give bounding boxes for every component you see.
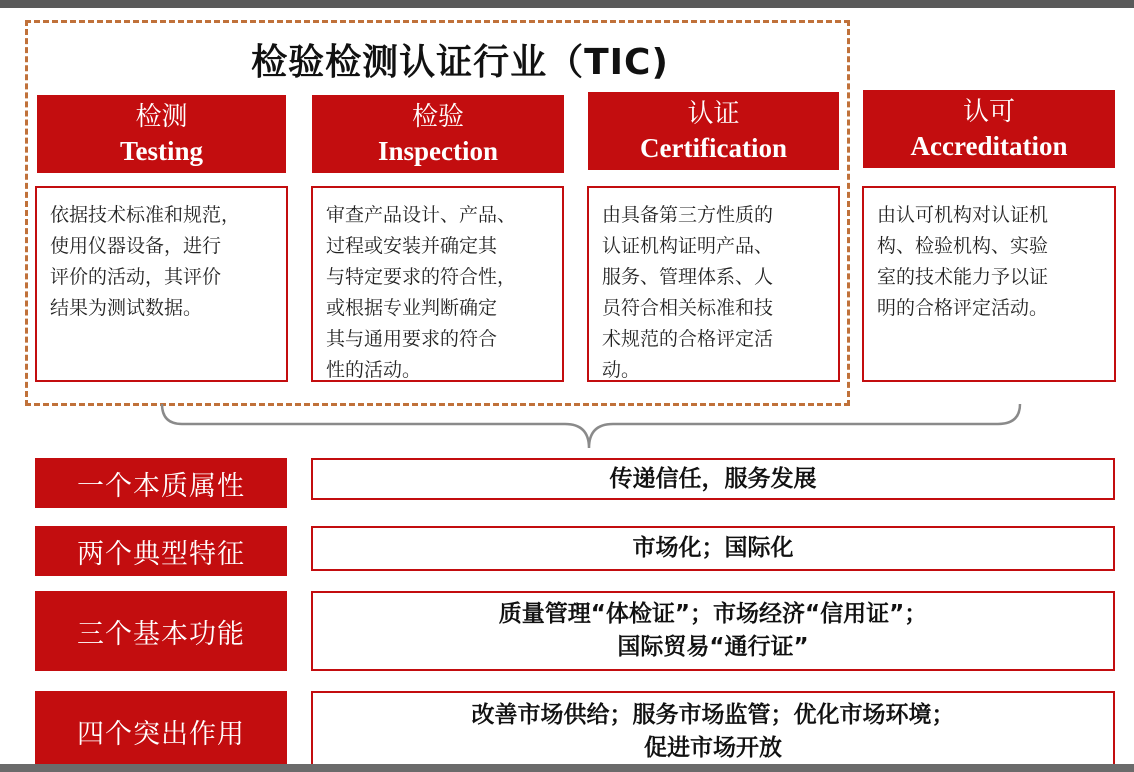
top-edge-strip [0, 0, 1134, 8]
category-accreditation-header [863, 90, 1115, 168]
row-content-line: 质量管理“体检证”；市场经济“信用证”； [498, 601, 928, 627]
category-en-label: Inspection [377, 136, 499, 166]
description-line: 过程或安装并确定其 [326, 235, 498, 257]
description-line: 使用仪器设备，进行 [50, 235, 222, 257]
category-accreditation-description [862, 186, 1116, 382]
description-line: 评价的活动，其评价 [50, 266, 222, 288]
bottom-edge-strip [0, 764, 1134, 772]
row-content-line: 国际贸易“通行证” [617, 634, 809, 660]
description-line: 员符合相关标准和技 [602, 297, 774, 319]
row-label-basic-functions: 三个基本功能 [35, 591, 287, 671]
description-line: 认证机构证明产品、 [602, 235, 774, 257]
row-content-prominent-roles [311, 691, 1115, 772]
category-zh-label: 认可 [962, 97, 1015, 127]
category-inspection-header [312, 95, 564, 173]
description-line: 审查产品设计、产品、 [326, 204, 517, 226]
description-line: 室的技术能力予以证 [877, 266, 1049, 288]
row-label-prominent-roles: 四个突出作用 [35, 691, 287, 772]
description-line: 结果为测试数据。 [50, 297, 203, 319]
description-line: 构、检验机构、实验 [877, 235, 1049, 257]
row-content-typical-features [311, 526, 1115, 571]
category-testing-header [37, 95, 286, 173]
category-testing-description [35, 186, 288, 382]
category-zh-label: 认证 [687, 99, 740, 129]
row-content-basic-functions [311, 591, 1115, 671]
row-content-line: 传递信任，服务发展 [609, 465, 817, 492]
row-label-typical-features: 两个典型特征 [35, 526, 287, 576]
row-label-essential-attribute: 一个本质属性 [35, 458, 287, 508]
category-en-label: Testing [119, 136, 204, 166]
category-inspection-description [311, 186, 564, 382]
description-line: 与特定要求的符合性， [326, 266, 517, 288]
description-line: 由认可机构对认证机 [877, 204, 1049, 226]
row-content-essential-attribute [311, 458, 1115, 500]
description-line: 术规范的合格评定活 [602, 328, 774, 350]
diagram-title: 检验检测认证行业（TIC) [251, 42, 669, 83]
description-line: 性的活动。 [326, 359, 422, 381]
category-en-label: Certification [640, 133, 787, 163]
description-line: 依据技术标准和规范， [50, 204, 241, 226]
category-certification-header [588, 92, 839, 170]
category-certification-description [587, 186, 840, 382]
description-line: 其与通用要求的符合 [326, 328, 498, 350]
category-en-label: Accreditation [910, 131, 1068, 161]
row-content-line: 改善市场供给；服务市场监管；优化市场环境； [471, 701, 955, 728]
description-line: 动。 [602, 359, 641, 381]
row-content-line: 促进市场开放 [644, 734, 782, 761]
grouping-brace [160, 402, 1022, 452]
row-content-line: 市场化；国际化 [632, 535, 794, 561]
description-line: 服务、管理体系、人 [602, 266, 774, 288]
description-line: 明的合格评定活动。 [877, 297, 1049, 319]
category-zh-label: 检验 [411, 102, 464, 132]
description-line: 或根据专业判断确定 [326, 297, 498, 319]
category-zh-label: 检测 [135, 102, 188, 132]
description-line: 由具备第三方性质的 [602, 204, 774, 226]
